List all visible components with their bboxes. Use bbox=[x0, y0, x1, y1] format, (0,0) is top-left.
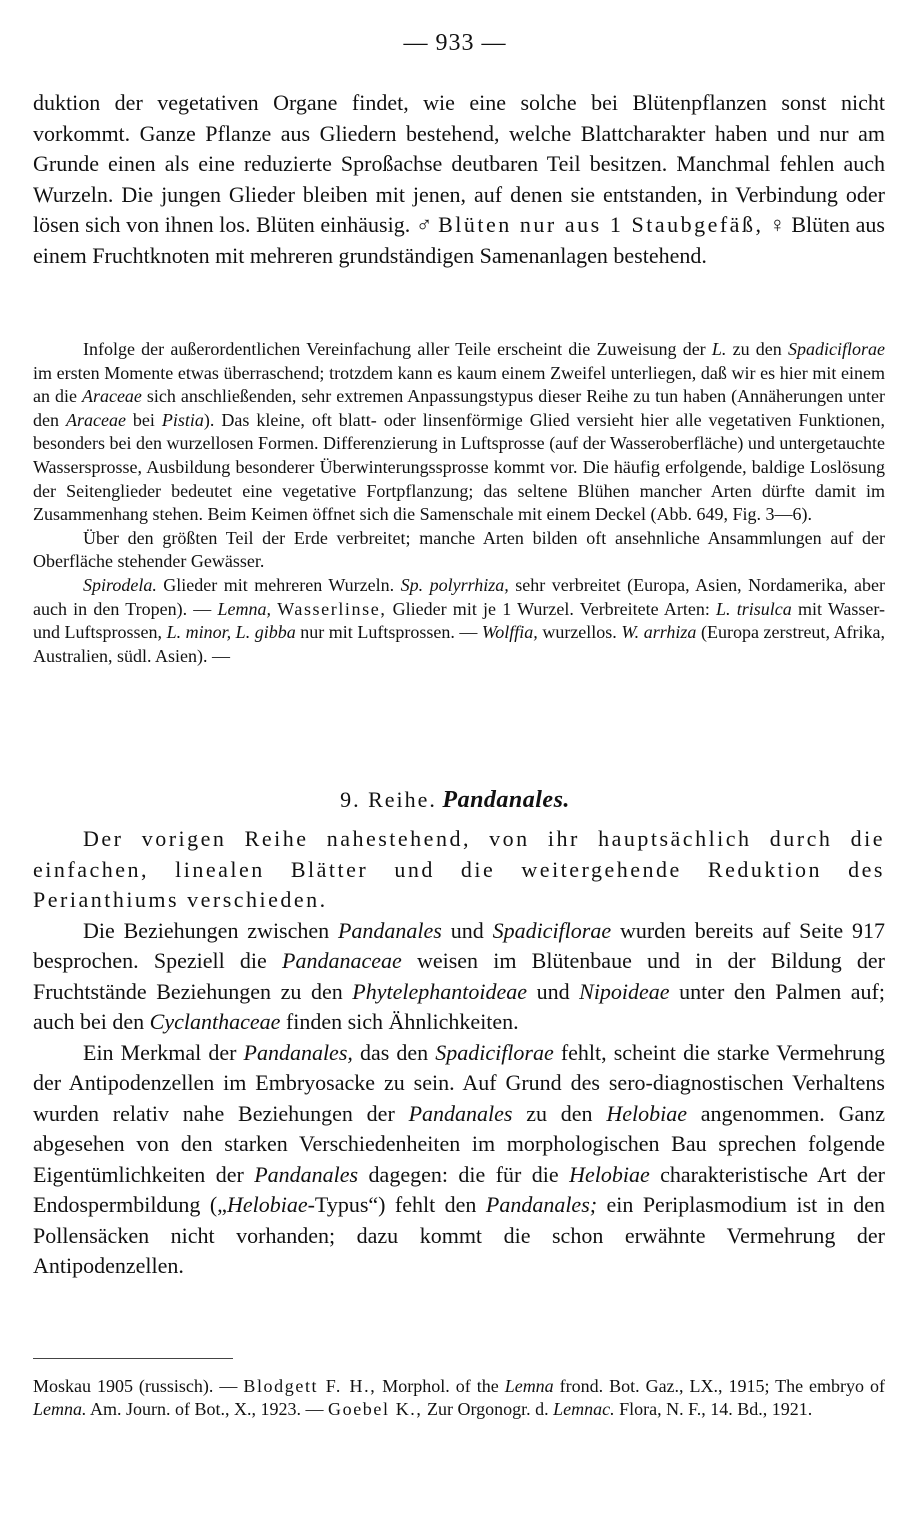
taxon-name: Spirodela. bbox=[83, 574, 157, 595]
text: charakteristische Art der Endospermbildung („ bbox=[33, 1161, 886, 1217]
main-paragraph-summary: Der vorigen Reihe nahestehend, von ihr hauptsächlich durch die einfachen, linealen Blätter und die weitergehende Reduktion des Perianthiums verschieden. bbox=[33, 826, 885, 912]
main-paragraph-relations bbox=[33, 916, 885, 1038]
text: fehlt, scheint die starke Vermehrung der Antipodenzellen im Embryosacke zu sein. Auf Grund des sero-diagnostischen Verhaltens wurden relativ nahe Beziehungen der bbox=[33, 1039, 885, 1126]
text: Die Beziehungen zwischen bbox=[83, 917, 338, 943]
text: angenommen. Ganz abgesehen von den starken Verschiedenheiten im morphologischen Bau sprechen folgende Eigentümlichkeiten der bbox=[33, 1100, 886, 1187]
intro-paragraph-block bbox=[33, 88, 885, 271]
text: Ein Merkmal der bbox=[83, 1039, 244, 1065]
note-paragraph-distribution: Über den größten Teil der Erde verbreitet; manche Arten bilden oft ansehnliche Ansammlungen auf der Oberfläche stehender Gewässer. bbox=[33, 527, 885, 572]
footnote-divider bbox=[33, 1358, 233, 1359]
text: Morphol. of the bbox=[376, 1376, 505, 1396]
taxon-name: L. bbox=[711, 339, 727, 359]
intro-text: duktion der vegetativen Organe findet, wie eine solche bei Blütenpflanzen sonst nicht vorkommt. Ganze Pflanze aus Gliedern bestehend, welche Blattcharakter haben und nur am Grunde einen als eine reduzierte Sproßachse deutbaren Teil besitzen. Manchmal fehlen auch Wurzeln. Die jungen Glieder bleiben mit jenen, auf denen sie entstanden, in Verbindung oder lösen sich von ihnen los. Blüten einhäusig. ♂ bbox=[33, 90, 885, 237]
text: im ersten Momente etwas überraschend; trotzdem kann es kaum einem Zweifel unterliegen, daß wir es hier mit einem an die bbox=[33, 362, 885, 407]
taxon-name: Araceae bbox=[81, 386, 142, 407]
intro-paragraph bbox=[33, 88, 885, 271]
text: und bbox=[441, 917, 493, 943]
taxon-name: Spadiciflorae bbox=[435, 1039, 554, 1065]
main-paragraph-characteristics bbox=[33, 1038, 885, 1282]
section-number: 9. Reihe. bbox=[340, 787, 437, 812]
note-paragraph-classification bbox=[33, 338, 885, 527]
text: unter den Palmen auf; auch bei den bbox=[33, 978, 886, 1034]
taxon-name: Lemnac. bbox=[553, 1398, 615, 1419]
taxon-name: L. trisulca bbox=[716, 598, 792, 619]
text: zu den bbox=[726, 339, 789, 359]
text: Flora, N. F., 14. Bd., 1921. bbox=[614, 1398, 813, 1419]
author-name: Goebel K., bbox=[328, 1398, 423, 1419]
text: weisen im Blütenbaue und in der Bildung der Fruchtstände Beziehungen zu den bbox=[33, 948, 885, 1004]
text: bei bbox=[125, 409, 162, 430]
common-name: Wasserlinse, bbox=[277, 598, 387, 619]
intro-tail: ♀ Blüten aus einem Fruchtknoten mit mehreren grundständigen Samenanlagen bestehend. bbox=[33, 212, 885, 268]
taxon-name: Pandanaceae bbox=[282, 948, 402, 973]
text: ). Das kleine, oft blatt- oder linsenförmige Glied versieht hier alle vegetativen Funktionen, besonders bei den wurzellosen Formen. Differenzierung in Luftsprosse (auf der Wasseroberfläche) und untergetauchte Wassersprosse, Ausbildung besonderer Überwinterungssprosse kommt vor. Die häufig erfolgende, baldige Loslösung der Seitenglieder bedeutet eine vegetative Fortpflanzung; das seltene Blühen mancher Arten dürfte damit im Zusammenhang stehen. Beim Keimen öffnet sich die Samenschale mit einem Deckel (Abb. 649, Fig. 3—6). bbox=[33, 409, 885, 525]
small-print-note bbox=[33, 338, 885, 668]
page-number: — 933 — bbox=[403, 30, 507, 56]
text: wurzellos. bbox=[537, 622, 622, 643]
text: und bbox=[527, 978, 580, 1004]
taxon-name: L. minor, L. gibba bbox=[166, 622, 296, 643]
taxon-name: Pandanales bbox=[337, 917, 442, 943]
taxon-name: Lemna bbox=[504, 1376, 554, 1396]
text: Glieder mit je 1 Wurzel. Verbreitete Arten: bbox=[386, 598, 717, 619]
taxon-name: Lemna, bbox=[217, 598, 271, 619]
taxon-name: Pandanales bbox=[254, 1161, 359, 1187]
taxon-name: W. arrhiza bbox=[621, 622, 697, 643]
text: frond. Bot. Gaz., LX., 1915; The embryo of bbox=[553, 1376, 885, 1396]
intro-spaced-text: Blüten nur aus 1 Staubgefäß, bbox=[438, 212, 764, 237]
taxon-name: Pandanales bbox=[408, 1100, 513, 1126]
taxon-name: Cyclanthaceae bbox=[149, 1009, 281, 1034]
text: -Typus“) fehlt den bbox=[307, 1192, 486, 1217]
text: Zur Orgonogr. d. bbox=[422, 1398, 554, 1419]
text: das den bbox=[352, 1039, 436, 1065]
text: zu den bbox=[512, 1100, 607, 1126]
taxon-name: Wolffia, bbox=[481, 622, 538, 643]
text: dagegen: die für die bbox=[358, 1161, 570, 1187]
taxon-name: Pistia bbox=[161, 409, 204, 430]
taxon-name: Helobiae bbox=[569, 1161, 650, 1187]
author-name: Blodgett F. H., bbox=[243, 1376, 377, 1396]
text: Glieder mit mehreren Wurzeln. bbox=[156, 574, 401, 595]
main-text-block bbox=[33, 824, 885, 1282]
note-paragraph-genera bbox=[33, 574, 885, 668]
text: wurden bereits auf Seite 917 besprochen. Speziell die bbox=[33, 917, 886, 973]
taxon-name: Pandanales; bbox=[485, 1192, 598, 1217]
taxon-name: Araceae bbox=[65, 409, 126, 430]
taxon-name: Lemna. bbox=[33, 1398, 87, 1419]
section-title: Pandanales. bbox=[442, 787, 570, 813]
section-heading bbox=[0, 787, 910, 814]
text: Infolge der außerordentlichen Vereinfachung aller Teile erscheint die Zuweisung der bbox=[83, 339, 712, 359]
taxon-name: Sp. polyrrhiza, bbox=[400, 574, 509, 595]
taxon-name: Phytelephantoideae bbox=[352, 978, 527, 1004]
text: nur mit Luftsprossen. — bbox=[295, 622, 482, 643]
text: sehr verbreitet (Europa, Asien, Nordamerika, aber auch in den Tropen). — bbox=[33, 574, 885, 619]
references-block bbox=[33, 1375, 885, 1420]
taxon-name: Pandanales, bbox=[243, 1039, 353, 1065]
taxon-name: Spadiciflorae bbox=[788, 339, 886, 359]
text: Moskau 1905 (russisch). — bbox=[33, 1376, 244, 1396]
taxon-name: Helobiae bbox=[226, 1192, 308, 1217]
taxon-name: Nipoideae bbox=[579, 978, 670, 1004]
references-text bbox=[33, 1375, 885, 1420]
text: sich anschließenden, sehr extremen Anpassungstypus dieser Reihe zu tun haben (Annäherungen unter den bbox=[33, 386, 885, 430]
text: ein Periplasmodium ist in den Pollensäcken nicht vorhanden; dazu kommt die schon erwähnte Vermehrung der Antipodenzellen. bbox=[33, 1192, 885, 1278]
text: mit Wasser- und Luftsprossen, bbox=[33, 598, 886, 643]
text: Am. Journ. of Bot., X., 1923. — bbox=[86, 1398, 329, 1419]
taxon-name: Helobiae bbox=[606, 1100, 687, 1126]
text: (Europa zerstreut, Afrika, Australien, südl. Asien). — bbox=[33, 622, 885, 666]
taxon-name: Spadiciflorae bbox=[492, 917, 612, 943]
text: finden sich Ähnlichkeiten. bbox=[280, 1009, 519, 1034]
